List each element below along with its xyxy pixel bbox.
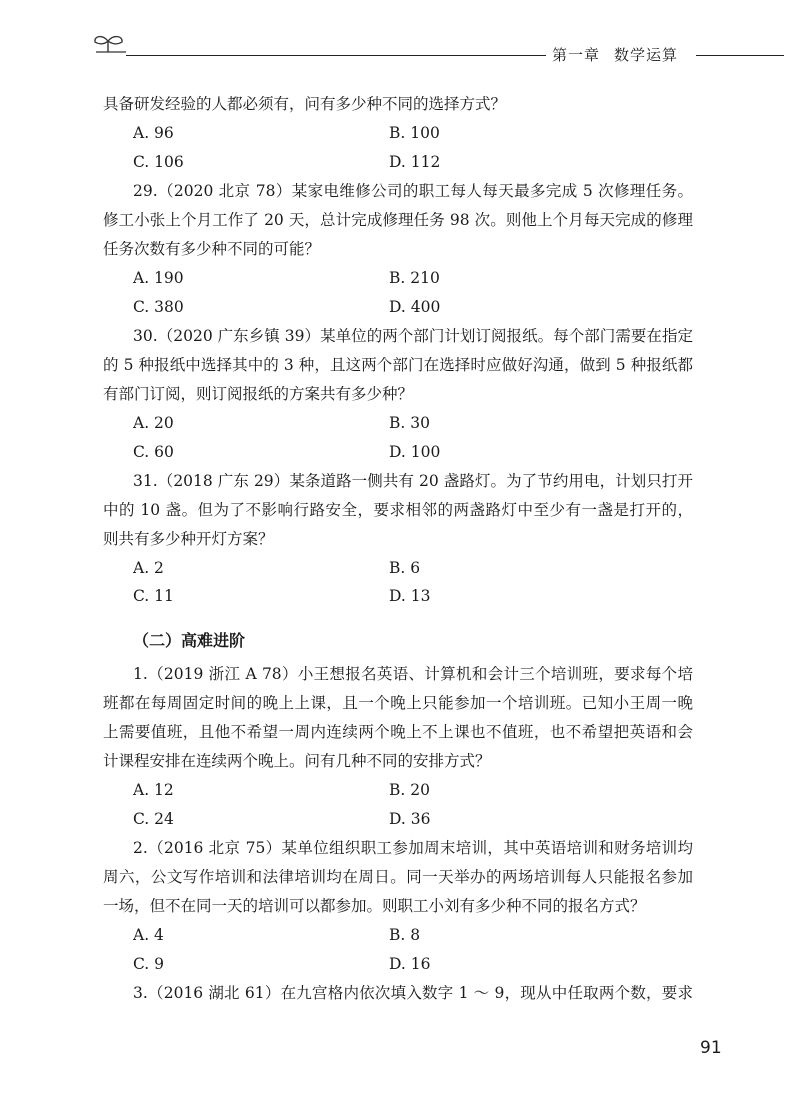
header-rule-right [696, 55, 784, 56]
advanced-q2-line-1: 2.（2016 北京 75）某单位组织职工参加周末培训，其中英语培训和财务培训均 [133, 839, 693, 857]
chapter-title: 数学运算 [614, 46, 679, 64]
advanced-q1-line-1: 1.（2019 浙江 A 78）小王想报名英语、计算机和会计三个培训班，要求每个培 [133, 665, 693, 683]
a1-option-c: C. 24 [133, 810, 174, 828]
page-header [0, 0, 800, 75]
a1-option-b: B. 20 [389, 781, 430, 799]
advanced-q2-line-3: 一场，但不在同一天的培训可以都参加。则职工小刘有多少种不同的报名方式？ [103, 897, 646, 915]
question-29-line-3: 任务次数有多少种不同的可能？ [103, 240, 321, 258]
question-31-line-1: 31.（2018 广东 29）某条道路一侧共有 20 盏路灯。为了节约用电，计划只打开 [133, 472, 693, 490]
page-number: 91 [700, 1038, 722, 1058]
q29-option-b: B. 210 [389, 269, 440, 287]
a2-option-d: D. 16 [389, 955, 431, 973]
question-29-line-2: 修工小张上个月工作了 20 天，总计完成修理任务 98 次。则他上个月每天完成的修理 [103, 211, 693, 229]
q31-option-a: A. 2 [133, 559, 164, 577]
question-30-line-1: 30.（2020 广东乡镇 39）某单位的两个部门计划订阅报纸。每个部门需要在指定 [133, 327, 693, 345]
question-31-line-2: 中的 10 盏。但为了不影响行路安全，要求相邻的两盏路灯中至少有一盏是打开的， [103, 501, 693, 519]
a2-option-b: B. 8 [389, 926, 421, 944]
q30-option-b: B. 30 [389, 414, 430, 432]
advanced-q1-line-2: 班都在每周固定时间的晚上上课，且一个晚上只能参加一个培训班。已知小王周一晚 [103, 694, 693, 712]
q31-option-d: D. 13 [389, 587, 431, 605]
a1-option-d: D. 36 [389, 810, 431, 828]
section-heading: （二）高难进阶 [133, 631, 246, 650]
q28-option-d: D. 112 [389, 153, 441, 171]
a1-option-a: A. 12 [133, 781, 174, 799]
advanced-q2-line-2: 周六，公文写作培训和法律培训均在周日。同一天举办的两场培训每人只能报名参加 [103, 868, 693, 886]
q31-option-b: B. 6 [389, 559, 421, 577]
advanced-q3-line-1: 3.（2016 湖北 61）在九宫格内依次填入数字 1 ～ 9，现从中任取两个数，要求 [133, 984, 693, 1002]
q28-option-b: B. 100 [389, 124, 440, 142]
chapter-heading [552, 44, 678, 65]
question-30-line-3: 有部门订阅，则订阅报纸的方案共有多少种？ [103, 385, 414, 403]
chapter-number: 第一章 [552, 46, 601, 64]
q30-option-a: A. 20 [133, 414, 174, 432]
q29-option-c: C. 380 [133, 298, 184, 316]
header-rule-left [126, 55, 546, 56]
q30-option-c: C. 60 [133, 443, 174, 461]
question-30-line-2: 的 5 种报纸中选择其中的 3 种，且这两个部门在选择时应做好沟通，做到 5 种报纸都 [103, 356, 693, 374]
question-31-line-3: 则共有多少种开灯方案？ [103, 530, 274, 548]
q29-option-d: D. 400 [389, 298, 441, 316]
q28-option-c: C. 106 [133, 153, 184, 171]
q28-option-a: A. 96 [133, 124, 174, 142]
advanced-q1-line-3: 上需要值班，且他不希望一周内连续两个晚上不上课也不值班，也不希望把英语和会 [103, 723, 693, 741]
a2-option-c: C. 9 [133, 955, 165, 973]
question-29-line-1: 29.（2020 北京 78）某家电维修公司的职工每人每天最多完成 5 次修理任务。 [133, 182, 693, 200]
a2-option-a: A. 4 [133, 926, 164, 944]
sprout-leaf-icon [92, 32, 126, 54]
advanced-q1-line-4: 计课程安排在连续两个晚上。问有几种不同的安排方式？ [103, 752, 491, 770]
q31-option-c: C. 11 [133, 587, 174, 605]
q30-option-d: D. 100 [389, 443, 441, 461]
q29-option-a: A. 190 [133, 269, 184, 287]
question-28-tail: 具备研发经验的人都必须有，问有多少种不同的选择方式？ [103, 95, 507, 113]
